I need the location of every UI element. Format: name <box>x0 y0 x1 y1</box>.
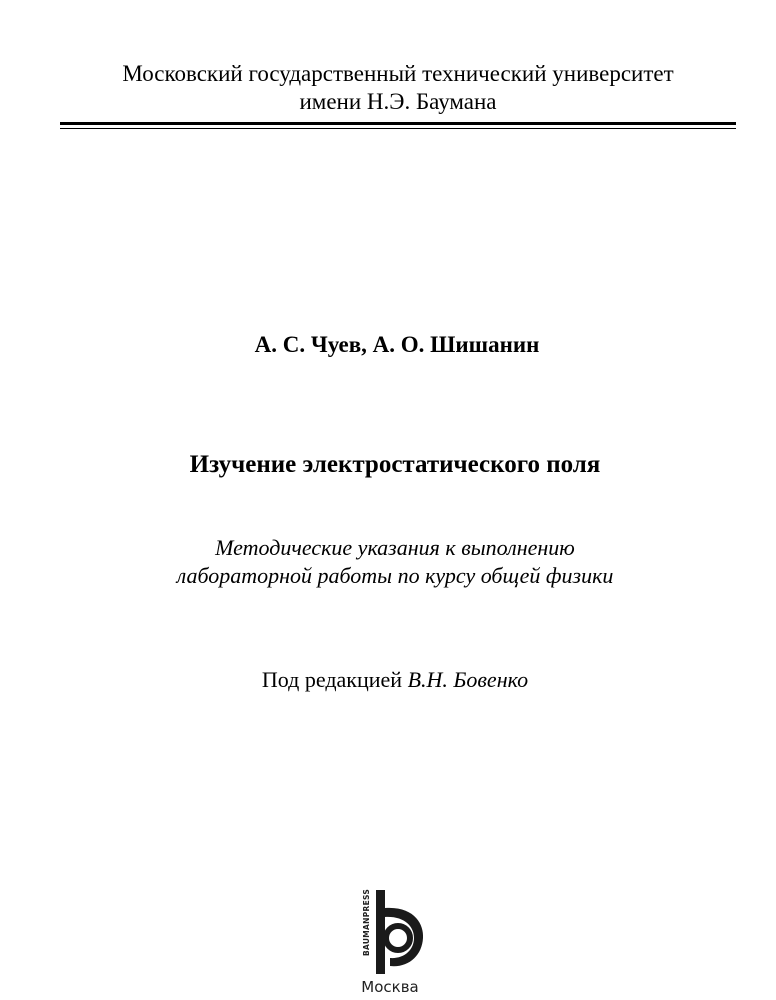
university-line-2: имени Н.Э. Баумана <box>299 89 497 114</box>
editor-prefix: Под редакцией <box>261 667 408 692</box>
document-subtitle <box>0 534 776 590</box>
subtitle-line-1: Методические указания к выполнению <box>215 535 575 560</box>
editor-line <box>0 666 776 694</box>
university-line-1: Московский государственный технический университет <box>122 61 674 86</box>
university-name <box>60 60 736 116</box>
editor-name: В.Н. Бовенко <box>407 667 529 692</box>
header-rule-thin <box>60 128 736 129</box>
header-rule-thick <box>60 122 736 125</box>
subtitle-line-2: лабораторной работы по курсу общей физики <box>176 563 614 588</box>
authors: А. С. Чуев, А. О. Шишанин <box>254 332 540 357</box>
document-title: Изучение электростатического поля <box>189 451 601 478</box>
logo-vertical-text: BAUMANPRESS <box>362 888 371 956</box>
publisher-city: Москва <box>361 978 419 996</box>
